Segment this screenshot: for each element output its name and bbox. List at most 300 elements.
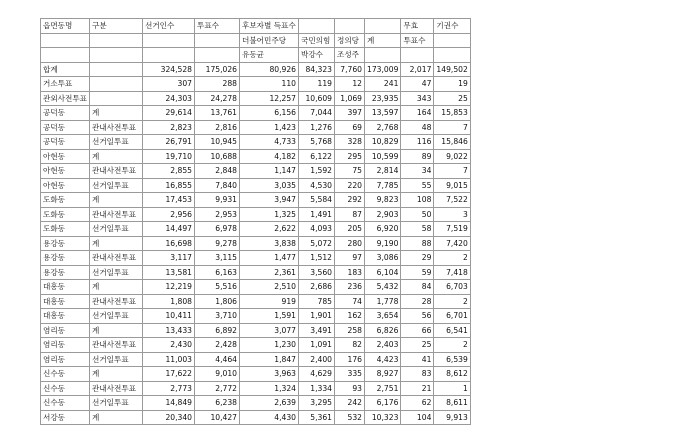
table-cell[interactable]: 9,823 <box>365 193 401 208</box>
header-cell[interactable]: 읍면동명 <box>41 19 90 34</box>
table-row <box>41 396 471 411</box>
table-cell[interactable]: 관내사전투표 <box>90 294 143 309</box>
table-row <box>41 352 471 367</box>
table-cell[interactable]: 9,015 <box>434 178 470 193</box>
table-cell[interactable]: 58 <box>401 222 434 237</box>
header-cell[interactable] <box>90 33 143 48</box>
table-cell[interactable]: 88 <box>401 236 434 251</box>
table-cell[interactable]: 2 <box>434 251 470 266</box>
table-cell[interactable]: 9,190 <box>365 236 401 251</box>
table-cell[interactable]: 2,772 <box>195 381 240 396</box>
table-cell[interactable]: 7,522 <box>434 193 470 208</box>
table-cell[interactable]: 5,516 <box>195 280 240 295</box>
table-cell[interactable]: 50 <box>401 207 434 222</box>
table-cell[interactable] <box>90 62 143 77</box>
header-cell[interactable] <box>41 48 90 63</box>
table-row <box>41 149 471 164</box>
table-cell[interactable]: 183 <box>335 265 365 280</box>
table-cell[interactable]: 7 <box>434 120 470 135</box>
table-cell[interactable]: 295 <box>335 149 365 164</box>
table-row <box>41 236 471 251</box>
table-cell[interactable]: 10,688 <box>195 149 240 164</box>
table-cell[interactable]: 16,698 <box>143 236 195 251</box>
table-cell[interactable]: 신수동 <box>41 381 90 396</box>
table-cell[interactable]: 1,069 <box>335 91 365 106</box>
table-cell[interactable]: 82 <box>335 338 365 353</box>
table-cell[interactable]: 7,785 <box>365 178 401 193</box>
table-cell[interactable]: 55 <box>401 178 434 193</box>
table-cell[interactable]: 계 <box>90 367 143 382</box>
table-cell[interactable]: 4,733 <box>240 135 299 150</box>
election-results-table <box>40 18 471 425</box>
table-cell[interactable]: 1,091 <box>299 338 335 353</box>
header-cell[interactable] <box>299 19 335 34</box>
table-cell[interactable]: 19 <box>434 77 470 92</box>
table-cell[interactable]: 2,430 <box>143 338 195 353</box>
table-cell[interactable]: 785 <box>299 294 335 309</box>
table-cell[interactable]: 110 <box>240 77 299 92</box>
table-cell[interactable]: 4,629 <box>299 367 335 382</box>
spreadsheet <box>40 18 471 425</box>
table-cell[interactable]: 계 <box>90 410 143 425</box>
table-cell[interactable]: 관내사전투표 <box>90 338 143 353</box>
table-cell[interactable]: 8,611 <box>434 396 470 411</box>
header-cell[interactable]: 투표수 <box>401 33 434 48</box>
table-cell[interactable]: 62 <box>401 396 434 411</box>
table-cell[interactable]: 24,303 <box>143 91 195 106</box>
table-cell[interactable]: 9,913 <box>434 410 470 425</box>
table-cell[interactable]: 계 <box>90 193 143 208</box>
table-cell[interactable]: 7,760 <box>335 62 365 77</box>
header-row <box>41 48 471 63</box>
table-cell[interactable]: 28 <box>401 294 434 309</box>
table-cell[interactable]: 대흥동 <box>41 309 90 324</box>
header-cell[interactable] <box>365 19 401 34</box>
table-cell[interactable]: 2,814 <box>365 164 401 179</box>
table-cell[interactable]: 108 <box>401 193 434 208</box>
table-cell[interactable]: 2,361 <box>240 265 299 280</box>
table-row <box>41 222 471 237</box>
table-cell[interactable]: 1,512 <box>299 251 335 266</box>
table-cell[interactable]: 2,855 <box>143 164 195 179</box>
table-cell[interactable]: 계 <box>90 149 143 164</box>
table-cell[interactable]: 4,430 <box>240 410 299 425</box>
table-cell[interactable]: 83 <box>401 367 434 382</box>
table-cell[interactable]: 89 <box>401 149 434 164</box>
table-cell[interactable]: 104 <box>401 410 434 425</box>
table-cell[interactable]: 149,502 <box>434 62 470 77</box>
table-cell[interactable]: 307 <box>143 77 195 92</box>
table-cell[interactable]: 관외사전투표 <box>41 91 90 106</box>
table-cell[interactable]: 6,978 <box>195 222 240 237</box>
table-cell[interactable]: 3,117 <box>143 251 195 266</box>
table-cell[interactable]: 87 <box>335 207 365 222</box>
table-cell[interactable]: 3,947 <box>240 193 299 208</box>
table-cell[interactable]: 2,903 <box>365 207 401 222</box>
table-row <box>41 265 471 280</box>
table-cell[interactable]: 532 <box>335 410 365 425</box>
table-cell[interactable]: 919 <box>240 294 299 309</box>
table-cell[interactable]: 2,017 <box>401 62 434 77</box>
table-cell[interactable]: 1,591 <box>240 309 299 324</box>
table-cell[interactable]: 7,840 <box>195 178 240 193</box>
table-cell[interactable]: 25 <box>434 91 470 106</box>
table-cell[interactable]: 5,584 <box>299 193 335 208</box>
table-cell[interactable]: 계 <box>90 236 143 251</box>
table-cell[interactable]: 도화동 <box>41 207 90 222</box>
table-cell[interactable]: 205 <box>335 222 365 237</box>
table-cell[interactable]: 66 <box>401 323 434 338</box>
table-cell[interactable]: 26,791 <box>143 135 195 150</box>
table-cell[interactable]: 아현동 <box>41 178 90 193</box>
table-cell[interactable]: 2,428 <box>195 338 240 353</box>
table-cell[interactable]: 1,325 <box>240 207 299 222</box>
table-cell[interactable]: 2 <box>434 338 470 353</box>
table-cell[interactable]: 4,530 <box>299 178 335 193</box>
table-cell[interactable] <box>90 77 143 92</box>
table-row <box>41 251 471 266</box>
table-cell[interactable]: 도화동 <box>41 222 90 237</box>
table-cell[interactable]: 14,497 <box>143 222 195 237</box>
table-cell[interactable]: 3,963 <box>240 367 299 382</box>
table-cell[interactable]: 173,009 <box>365 62 401 77</box>
table-cell[interactable]: 13,761 <box>195 106 240 121</box>
table-cell[interactable]: 2,639 <box>240 396 299 411</box>
table-cell[interactable]: 계 <box>90 280 143 295</box>
header-cell[interactable] <box>434 33 470 48</box>
table-cell[interactable]: 12,219 <box>143 280 195 295</box>
table-cell[interactable]: 241 <box>365 77 401 92</box>
header-cell[interactable] <box>365 48 401 63</box>
table-cell[interactable]: 16,855 <box>143 178 195 193</box>
table-cell[interactable]: 공덕동 <box>41 135 90 150</box>
table-cell[interactable]: 1,324 <box>240 381 299 396</box>
table-cell[interactable]: 2,751 <box>365 381 401 396</box>
table-cell[interactable]: 2,773 <box>143 381 195 396</box>
table-cell[interactable]: 2,400 <box>299 352 335 367</box>
table-cell[interactable]: 13,581 <box>143 265 195 280</box>
header-cell[interactable]: 무효 <box>401 19 434 34</box>
table-cell[interactable]: 10,599 <box>365 149 401 164</box>
header-cell[interactable]: 정의당 <box>335 33 365 48</box>
table-cell[interactable]: 176 <box>335 352 365 367</box>
table-cell[interactable]: 15,853 <box>434 106 470 121</box>
table-cell[interactable]: 7,044 <box>299 106 335 121</box>
table-cell[interactable]: 8,927 <box>365 367 401 382</box>
table-cell[interactable]: 6,701 <box>434 309 470 324</box>
table-cell[interactable]: 아현동 <box>41 164 90 179</box>
table-cell[interactable]: 116 <box>401 135 434 150</box>
table-cell[interactable]: 관내사전투표 <box>90 164 143 179</box>
table-cell[interactable]: 3 <box>434 207 470 222</box>
table-cell[interactable]: 24,278 <box>195 91 240 106</box>
header-cell[interactable] <box>434 48 470 63</box>
table-row <box>41 280 471 295</box>
table-cell[interactable]: 8,612 <box>434 367 470 382</box>
table-cell[interactable]: 3,560 <box>299 265 335 280</box>
table-cell[interactable]: 242 <box>335 396 365 411</box>
table-cell[interactable]: 1,806 <box>195 294 240 309</box>
table-row <box>41 294 471 309</box>
table-cell[interactable]: 164 <box>401 106 434 121</box>
table-cell[interactable]: 7,420 <box>434 236 470 251</box>
header-cell[interactable]: 구분 <box>90 19 143 34</box>
table-cell[interactable]: 2,510 <box>240 280 299 295</box>
table-cell[interactable]: 10,427 <box>195 410 240 425</box>
table-cell[interactable]: 84 <box>401 280 434 295</box>
table-cell[interactable]: 5,072 <box>299 236 335 251</box>
table-cell[interactable]: 4,423 <box>365 352 401 367</box>
table-cell[interactable]: 10,411 <box>143 309 195 324</box>
header-cell[interactable]: 투표수 <box>195 19 240 34</box>
table-cell[interactable]: 선거일투표 <box>90 222 143 237</box>
table-cell[interactable]: 계 <box>90 323 143 338</box>
table-cell[interactable]: 6,176 <box>365 396 401 411</box>
table-cell[interactable]: 대흥동 <box>41 280 90 295</box>
table-cell[interactable]: 328 <box>335 135 365 150</box>
header-cell[interactable]: 후보자별 득표수 <box>240 19 299 34</box>
table-cell[interactable]: 13,433 <box>143 323 195 338</box>
table-cell[interactable]: 계 <box>90 106 143 121</box>
header-cell[interactable]: 기권수 <box>434 19 470 34</box>
header-cell[interactable]: 계 <box>365 33 401 48</box>
table-cell[interactable]: 93 <box>335 381 365 396</box>
table-cell[interactable]: 11,003 <box>143 352 195 367</box>
table-cell[interactable]: 3,086 <box>365 251 401 266</box>
table-cell[interactable]: 1,901 <box>299 309 335 324</box>
table-cell[interactable]: 13,597 <box>365 106 401 121</box>
table-cell[interactable]: 3,295 <box>299 396 335 411</box>
table-cell[interactable]: 12 <box>335 77 365 92</box>
table-cell[interactable]: 선거일투표 <box>90 178 143 193</box>
table-cell[interactable]: 도화동 <box>41 193 90 208</box>
table-cell[interactable]: 3,491 <box>299 323 335 338</box>
table-cell[interactable]: 용강동 <box>41 265 90 280</box>
table-cell[interactable]: 59 <box>401 265 434 280</box>
table-cell[interactable]: 75 <box>335 164 365 179</box>
header-cell[interactable]: 선거인수 <box>143 19 195 34</box>
table-cell[interactable]: 236 <box>335 280 365 295</box>
table-cell[interactable]: 2,768 <box>365 120 401 135</box>
table-cell[interactable]: 10,945 <box>195 135 240 150</box>
table-cell[interactable]: 6,238 <box>195 396 240 411</box>
table-cell[interactable]: 2,686 <box>299 280 335 295</box>
table-cell[interactable]: 1,491 <box>299 207 335 222</box>
table-cell[interactable]: 7,519 <box>434 222 470 237</box>
table-cell[interactable]: 74 <box>335 294 365 309</box>
table-cell[interactable]: 6,539 <box>434 352 470 367</box>
table-cell[interactable]: 6,104 <box>365 265 401 280</box>
table-cell[interactable]: 292 <box>335 193 365 208</box>
table-cell[interactable]: 6,920 <box>365 222 401 237</box>
table-cell[interactable]: 80,926 <box>240 62 299 77</box>
table-cell[interactable]: 1 <box>434 381 470 396</box>
table-cell[interactable]: 2,956 <box>143 207 195 222</box>
table-row <box>41 367 471 382</box>
table-cell[interactable]: 염리동 <box>41 323 90 338</box>
header-cell[interactable] <box>401 48 434 63</box>
table-row <box>41 62 471 77</box>
table-cell[interactable]: 6,892 <box>195 323 240 338</box>
table-cell[interactable]: 15,846 <box>434 135 470 150</box>
table-cell[interactable]: 12,257 <box>240 91 299 106</box>
table-row <box>41 207 471 222</box>
table-cell[interactable]: 17,622 <box>143 367 195 382</box>
table-cell[interactable]: 10,609 <box>299 91 335 106</box>
table-cell[interactable]: 324,528 <box>143 62 195 77</box>
table-cell[interactable]: 3,654 <box>365 309 401 324</box>
table-cell[interactable]: 1,477 <box>240 251 299 266</box>
table-cell[interactable]: 6,122 <box>299 149 335 164</box>
table-cell[interactable]: 288 <box>195 77 240 92</box>
table-cell[interactable]: 1,147 <box>240 164 299 179</box>
table-cell[interactable]: 서강동 <box>41 410 90 425</box>
table-cell[interactable]: 거소투표 <box>41 77 90 92</box>
table-cell[interactable]: 아현동 <box>41 149 90 164</box>
table-cell[interactable]: 신수동 <box>41 396 90 411</box>
header-cell[interactable]: 유동균 <box>240 48 299 63</box>
table-cell[interactable]: 2,848 <box>195 164 240 179</box>
header-cell[interactable] <box>143 33 195 48</box>
table-cell[interactable]: 220 <box>335 178 365 193</box>
table-cell[interactable]: 5,361 <box>299 410 335 425</box>
table-cell[interactable]: 9,931 <box>195 193 240 208</box>
table-cell[interactable]: 합계 <box>41 62 90 77</box>
table-cell[interactable]: 23,935 <box>365 91 401 106</box>
table-cell[interactable]: 4,464 <box>195 352 240 367</box>
table-cell[interactable]: 용강동 <box>41 236 90 251</box>
table-cell[interactable]: 97 <box>335 251 365 266</box>
table-row <box>41 77 471 92</box>
table-cell[interactable]: 162 <box>335 309 365 324</box>
table-cell[interactable]: 2 <box>434 294 470 309</box>
table-cell[interactable]: 9,278 <box>195 236 240 251</box>
table-cell[interactable]: 1,276 <box>299 120 335 135</box>
table-cell[interactable]: 1,230 <box>240 338 299 353</box>
table-cell[interactable]: 29 <box>401 251 434 266</box>
header-cell[interactable]: 더불어민주당 <box>240 33 299 48</box>
table-cell[interactable]: 염리동 <box>41 352 90 367</box>
header-cell[interactable] <box>143 48 195 63</box>
table-cell[interactable]: 7 <box>434 164 470 179</box>
header-cell[interactable] <box>195 33 240 48</box>
table-cell[interactable]: 343 <box>401 91 434 106</box>
table-cell[interactable]: 3,710 <box>195 309 240 324</box>
table-cell[interactable]: 397 <box>335 106 365 121</box>
table-cell[interactable]: 관내사전투표 <box>90 120 143 135</box>
table-cell[interactable]: 5,432 <box>365 280 401 295</box>
table-cell[interactable]: 2,622 <box>240 222 299 237</box>
table-cell[interactable]: 공덕동 <box>41 106 90 121</box>
table-cell[interactable]: 7,418 <box>434 265 470 280</box>
table-cell[interactable]: 선거일투표 <box>90 396 143 411</box>
table-cell[interactable]: 56 <box>401 309 434 324</box>
table-cell[interactable]: 10,829 <box>365 135 401 150</box>
table-row <box>41 135 471 150</box>
table-cell[interactable]: 6,156 <box>240 106 299 121</box>
table-cell[interactable]: 대흥동 <box>41 294 90 309</box>
table-cell[interactable]: 관내사전투표 <box>90 381 143 396</box>
table-cell[interactable]: 1,334 <box>299 381 335 396</box>
table-cell[interactable] <box>90 91 143 106</box>
header-cell[interactable] <box>90 48 143 63</box>
table-cell[interactable]: 3,838 <box>240 236 299 251</box>
table-cell[interactable]: 41 <box>401 352 434 367</box>
table-cell[interactable]: 21 <box>401 381 434 396</box>
table-cell[interactable]: 1,778 <box>365 294 401 309</box>
header-cell[interactable]: 박강수 <box>299 48 335 63</box>
table-cell[interactable]: 4,093 <box>299 222 335 237</box>
table-cell[interactable]: 4,182 <box>240 149 299 164</box>
table-cell[interactable]: 6,163 <box>195 265 240 280</box>
table-cell[interactable]: 3,077 <box>240 323 299 338</box>
table-cell[interactable]: 2,953 <box>195 207 240 222</box>
table-cell[interactable]: 1,847 <box>240 352 299 367</box>
table-cell[interactable]: 공덕동 <box>41 120 90 135</box>
table-row <box>41 164 471 179</box>
table-cell[interactable]: 20,340 <box>143 410 195 425</box>
table-cell[interactable]: 6,826 <box>365 323 401 338</box>
table-cell[interactable]: 1,808 <box>143 294 195 309</box>
table-row <box>41 309 471 324</box>
table-cell[interactable]: 14,849 <box>143 396 195 411</box>
table-cell[interactable]: 3,035 <box>240 178 299 193</box>
header-cell[interactable] <box>195 48 240 63</box>
table-cell[interactable]: 5,768 <box>299 135 335 150</box>
table-cell[interactable]: 염리동 <box>41 338 90 353</box>
table-cell[interactable]: 119 <box>299 77 335 92</box>
table-row <box>41 338 471 353</box>
table-cell[interactable]: 2,823 <box>143 120 195 135</box>
table-cell[interactable]: 25 <box>401 338 434 353</box>
table-cell[interactable]: 10,323 <box>365 410 401 425</box>
table-cell[interactable]: 258 <box>335 323 365 338</box>
header-cell[interactable]: 국민의힘 <box>299 33 335 48</box>
table-cell[interactable]: 335 <box>335 367 365 382</box>
table-cell[interactable]: 175,026 <box>195 62 240 77</box>
table-cell[interactable]: 3,115 <box>195 251 240 266</box>
table-cell[interactable]: 69 <box>335 120 365 135</box>
table-cell[interactable]: 관내사전투표 <box>90 207 143 222</box>
table-cell[interactable]: 84,323 <box>299 62 335 77</box>
table-cell[interactable]: 선거일투표 <box>90 135 143 150</box>
table-cell[interactable]: 6,541 <box>434 323 470 338</box>
table-cell[interactable]: 9,010 <box>195 367 240 382</box>
table-cell[interactable]: 19,710 <box>143 149 195 164</box>
table-cell[interactable]: 34 <box>401 164 434 179</box>
table-cell[interactable]: 선거일투표 <box>90 352 143 367</box>
table-cell[interactable]: 9,022 <box>434 149 470 164</box>
header-cell[interactable] <box>335 19 365 34</box>
table-cell[interactable]: 6,703 <box>434 280 470 295</box>
table-cell[interactable]: 용강동 <box>41 251 90 266</box>
table-cell[interactable]: 2,816 <box>195 120 240 135</box>
table-cell[interactable]: 신수동 <box>41 367 90 382</box>
header-cell[interactable]: 조성주 <box>335 48 365 63</box>
table-cell[interactable]: 선거일투표 <box>90 265 143 280</box>
table-cell[interactable]: 29,614 <box>143 106 195 121</box>
table-cell[interactable]: 관내사전투표 <box>90 251 143 266</box>
header-cell[interactable] <box>41 33 90 48</box>
table-cell[interactable]: 선거일투표 <box>90 309 143 324</box>
table-cell[interactable]: 48 <box>401 120 434 135</box>
table-cell[interactable]: 47 <box>401 77 434 92</box>
table-cell[interactable]: 2,403 <box>365 338 401 353</box>
table-cell[interactable]: 280 <box>335 236 365 251</box>
table-cell[interactable]: 1,592 <box>299 164 335 179</box>
table-cell[interactable]: 17,453 <box>143 193 195 208</box>
table-cell[interactable]: 1,423 <box>240 120 299 135</box>
